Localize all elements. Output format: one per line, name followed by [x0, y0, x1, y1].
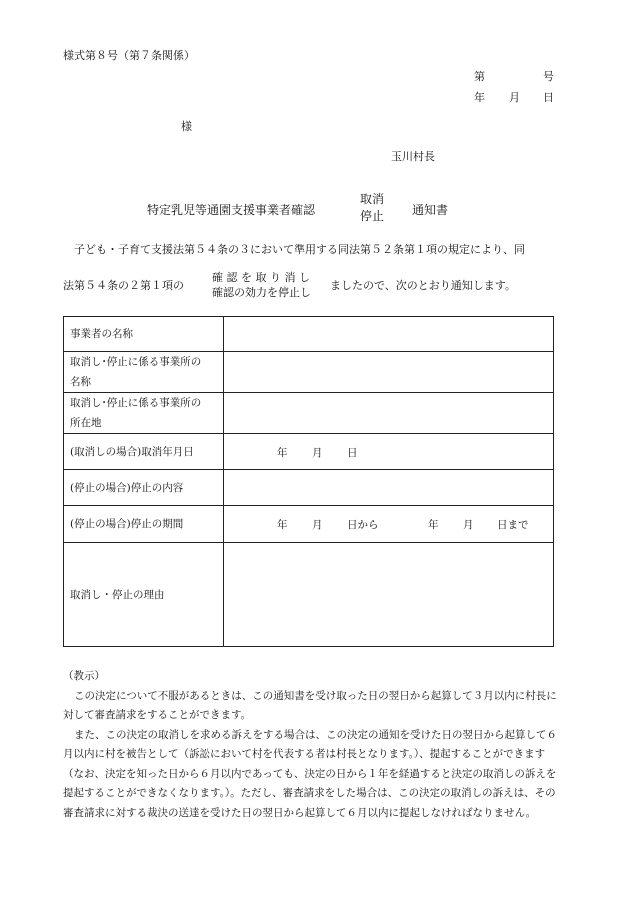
period-to-day: 日まで — [497, 519, 529, 531]
period-to-month: 月 — [463, 519, 474, 531]
value-cancel-date — [224, 434, 554, 470]
label-facility-address-line-2: 所在地 — [70, 417, 102, 429]
issuer: 玉川村長 — [391, 150, 435, 163]
table-row — [64, 506, 554, 543]
label-operator-name: 事業者の名称 — [64, 317, 224, 352]
title-option-bottom: 停止 — [360, 209, 385, 223]
body-line-2-prefix: 法第５４条の２第１項の — [63, 279, 184, 292]
cancel-year: 年 — [277, 447, 288, 459]
title-main: 特定乳児等通園支援事業者確認 — [147, 203, 316, 217]
label-facility-address — [64, 393, 224, 434]
period-from-month: 月 — [312, 519, 323, 531]
notes-paragraph-2: また、この決定の取消しを求める訴えをする場合は、この決定の通知を受けた日の翌日から起算して６月以内に村を被告として（訴訟において村を代表する者は村長となります。）、提起することができます（なお、決定を知った日から６月以内であっても、決定の日から１年を経過すると決定の取消しの訴えを提起することができなくなります。）。ただし、審査請求をした場合は、この決定の取消しの訴えは、その審査請求に対する裁決の送達を受けた日の翌日から起算して６月以内に提起しなければなりません。 — [63, 728, 557, 819]
value-reason — [224, 543, 554, 647]
cancel-month: 月 — [312, 447, 323, 459]
label-cancel-date: (取消しの場合)取消年月日 — [64, 434, 224, 470]
body-line-1: 子ども・子育て支援法第５４条の３において準用する同法第５２条第１項の規定により、同 — [74, 243, 525, 256]
period-from-year: 年 — [277, 519, 288, 531]
title-option-top: 取消 — [360, 192, 385, 206]
label-facility-name — [64, 352, 224, 393]
table-row — [64, 543, 554, 647]
instruction-notes — [63, 667, 559, 823]
body-choice-top: 確 認 を 取 り 消 し — [212, 271, 310, 284]
date-day: 日 — [543, 91, 554, 104]
label-reason: 取消し・停止の理由 — [64, 543, 224, 647]
table-row — [64, 317, 554, 352]
value-suspension-content — [224, 470, 554, 506]
body-choice-bottom: 確認の効力を停止し — [212, 286, 311, 299]
value-facility-address — [224, 393, 554, 434]
label-facility-address-line-1: 取消し･停止に係る事業所の — [70, 397, 202, 409]
value-operator-name — [224, 317, 554, 352]
table-row — [64, 352, 554, 393]
value-facility-name — [224, 352, 554, 393]
label-suspension-content: (停止の場合)停止の内容 — [64, 470, 224, 506]
number-prefix: 第 — [474, 70, 485, 83]
body-line-2-suffix: ましたので、次のとおり通知します。 — [330, 279, 516, 292]
date-year: 年 — [474, 91, 485, 104]
recipient-suffix: 様 — [181, 120, 192, 133]
table-row — [64, 434, 554, 470]
notes-heading: （教示） — [63, 670, 105, 682]
form-label: 様式第８号（第７条関係） — [63, 49, 195, 62]
label-facility-name-line-2: 名称 — [70, 376, 91, 388]
table-row — [64, 393, 554, 434]
date-month: 月 — [509, 91, 520, 104]
period-from-day: 日から — [347, 519, 379, 531]
notice-table — [63, 316, 554, 647]
table-row — [64, 470, 554, 506]
period-to-year: 年 — [428, 519, 439, 531]
number-suffix: 号 — [543, 70, 554, 83]
value-suspension-period — [224, 506, 554, 543]
title-suffix: 通知書 — [412, 203, 449, 217]
label-facility-name-line-1: 取消し･停止に係る事業所の — [70, 356, 202, 368]
label-suspension-period: (停止の場合)停止の期間 — [64, 506, 224, 543]
cancel-day: 日 — [347, 447, 358, 459]
notes-paragraph-1: この決定について不服があるときは、この通知書を受け取った日の翌日から起算して３月以内に村長に対して審査請求をすることができます。 — [63, 689, 557, 721]
